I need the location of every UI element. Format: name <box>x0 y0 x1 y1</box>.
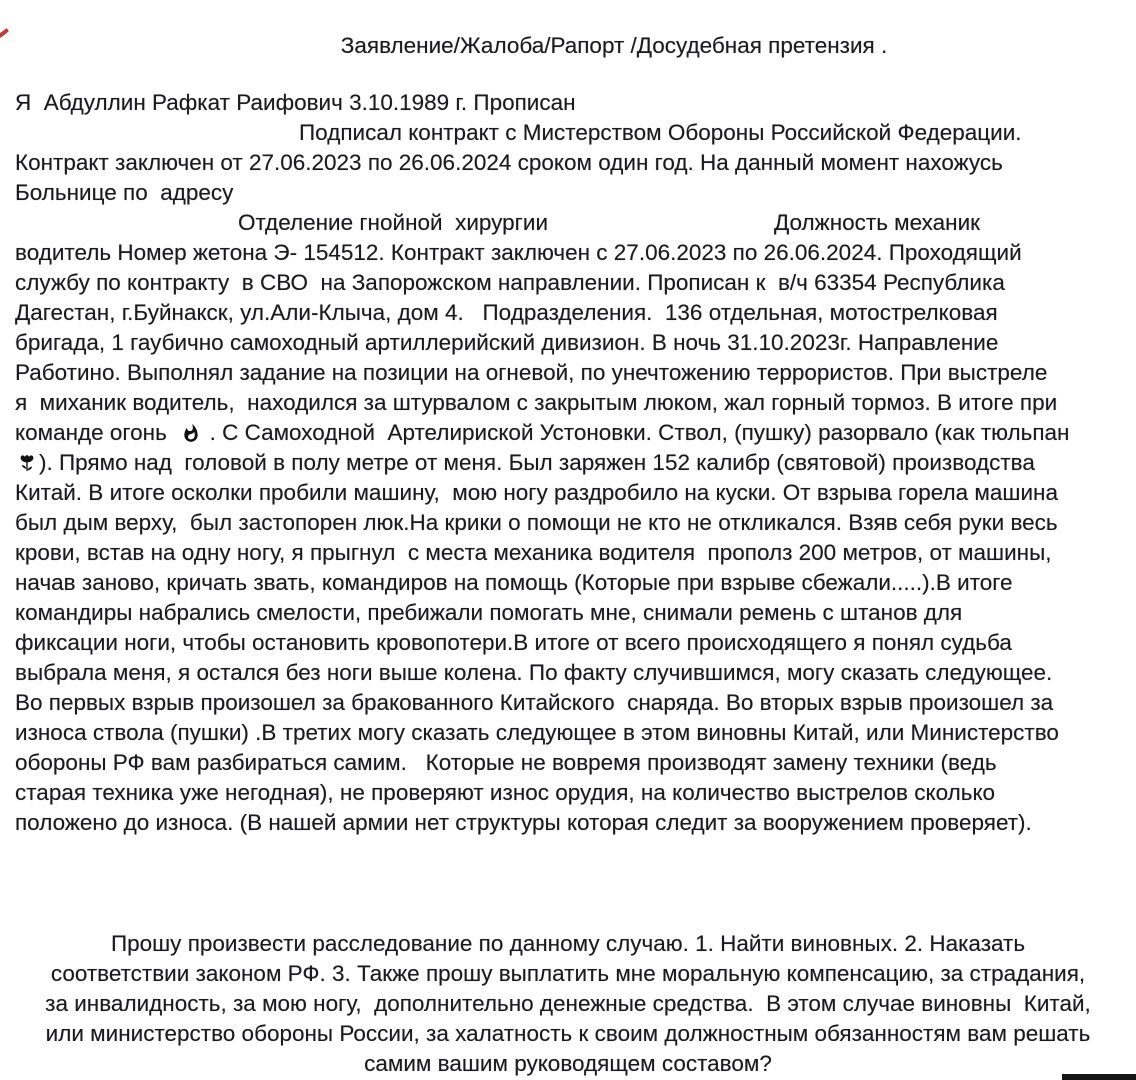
text-run: обороны РФ вам разбираться самим. Которые не вовремя производят замену техники (ведь <box>15 750 997 775</box>
text-run: выбрала меня, я остался без ноги выше колена. По факту случившимся, могу сказать следующее. <box>15 660 1053 685</box>
document-line <box>15 328 1136 358</box>
text-run: Работино. Выполнял задание на позиции на огневой, по унечтожению террористов. При выстреле <box>15 360 1048 385</box>
document-title: Заявление/Жалоба/Рапорт /Досудебная претензия . <box>340 33 888 58</box>
document-line <box>15 298 1136 328</box>
text-run: фиксации ноги, чтобы остановить кровопотери.В итоге от всего происходящего я понял судьба <box>15 630 1012 655</box>
text-run: Больнице по адресу <box>15 180 234 205</box>
tulip-emoji-icon <box>17 452 37 474</box>
document-line <box>15 418 1136 448</box>
document-line <box>15 88 1136 118</box>
document-body <box>15 88 1136 838</box>
document-line <box>15 358 1136 388</box>
document-line <box>15 538 1136 568</box>
red-pen-mark <box>0 28 9 38</box>
closing-line: самим вашим руководящем составом? <box>364 1051 772 1076</box>
document-line <box>15 178 1136 208</box>
text-run: Китай. В итоге осколки пробили машину, мою ногу раздробило на куски. От взрыва горела машина <box>15 480 1058 505</box>
text-run: службу по контракту в СВО на Запорожском направлении. Прописан к в/ч 63354 Республика <box>15 270 1005 295</box>
document-line <box>15 208 1136 238</box>
document-line <box>15 688 1136 718</box>
document-line <box>15 148 1136 178</box>
text-run: Во первых взрыв произошел за бракованного Китайского снаряда. Во вторых взрыв произошел за <box>15 690 1054 715</box>
text-run: начав заново, кричать звать, командиров на помощь (Которые при взрыве сбежали.....).В итоге <box>15 570 1013 595</box>
text-run: я миханик водитель, находился за штурвалом с закрытым люком, жал горный тормоз. В итоге при <box>15 390 1058 415</box>
document-line <box>15 508 1136 538</box>
text-run: командиры набрались смелости, пребижали помогать мне, снимали ремень с штанов для <box>15 600 963 625</box>
document-line <box>15 808 1136 838</box>
document-line <box>15 748 1136 778</box>
document-line <box>15 238 1136 268</box>
bottom-right-cropped-bar <box>1062 1074 1136 1080</box>
closing-line: соответствии законом РФ. 3. Также прошу выплатить мне моральную компенсацию, за страдания, <box>50 961 1086 986</box>
text-run: старая техника уже негодная), не проверяют износ орудия, на количество выстрелов сколько <box>15 780 996 805</box>
text-run: команде огонь <box>15 420 180 445</box>
text-run: Я Абдуллин Рафкат Раифович 3.10.1989 г. Прописан <box>15 90 576 115</box>
document-closing-paragraph <box>0 929 1136 1079</box>
document-line <box>15 568 1136 598</box>
document-line <box>15 268 1136 298</box>
text-run: износа ствола (пушки) .В третих могу сказать следующее в этом виновны Китай, или Министерство <box>15 720 1059 745</box>
text-run: Контракт заключен от 27.06.2023 по 26.06.2024 сроком один год. На данный момент нахожусь <box>15 150 1003 175</box>
document-line <box>15 448 1136 478</box>
split-line-right: Должность механик <box>774 210 981 235</box>
text-run: положено до износа. (В нашей армии нет структуры которая следит за вооружением проверяет). <box>15 810 1032 835</box>
split-line-left: Отделение гнойной хирургии <box>238 210 549 235</box>
document-line <box>15 478 1136 508</box>
closing-line: или министерство обороны России, за халатность к своим должностным обязанностям вам решать <box>45 1021 1091 1046</box>
document-line <box>15 118 1136 148</box>
closing-line: Прошу произвести расследование по данному случаю. 1. Найти виновных. 2. Наказать <box>110 931 1026 956</box>
text-run: Подписал контракт с Мистерством Обороны Российской Федерации. <box>299 120 1022 145</box>
text-run: бригада, 1 гаубично самоходный артиллерийский дивизион. В ночь 31.10.2023г. Направление <box>15 330 999 355</box>
document-line <box>15 628 1136 658</box>
document-line <box>15 658 1136 688</box>
document-line <box>15 718 1136 748</box>
document-line <box>15 388 1136 418</box>
fire-emoji-icon <box>181 423 201 444</box>
text-run: . С Самоходной Артелириской Устоновки. Ствол, (пушку) разорвало (как тюльпан <box>203 420 1070 445</box>
closing-line: за инвалидность, за мою ногу, дополнительно денежные средства. В этом случае виновны Китай, <box>45 991 1091 1016</box>
document-line <box>15 778 1136 808</box>
text-run: водитель Номер жетона Э- 154512. Контракт заключен с 27.06.2023 по 26.06.2024. Проходящий <box>15 240 1022 265</box>
text-run: был дым верху, был застопорен люк.На крики о помощи не кто не откликался. Взяв себя руки весь <box>15 510 1058 535</box>
document-line <box>15 598 1136 628</box>
text-run: крови, встав на одну ногу, я прыгнул с места механика водителя прополз 200 метров, от машины, <box>15 540 1052 565</box>
text-run: ). Прямо над головой в полу метре от меня. Был заряжен 152 калибр (святовой) производства <box>39 450 1035 475</box>
text-run: Дагестан, г.Буйнакск, ул.Али-Клыча, дом 4. Подразделения. 136 отдельная, мотострелковая <box>15 300 998 325</box>
